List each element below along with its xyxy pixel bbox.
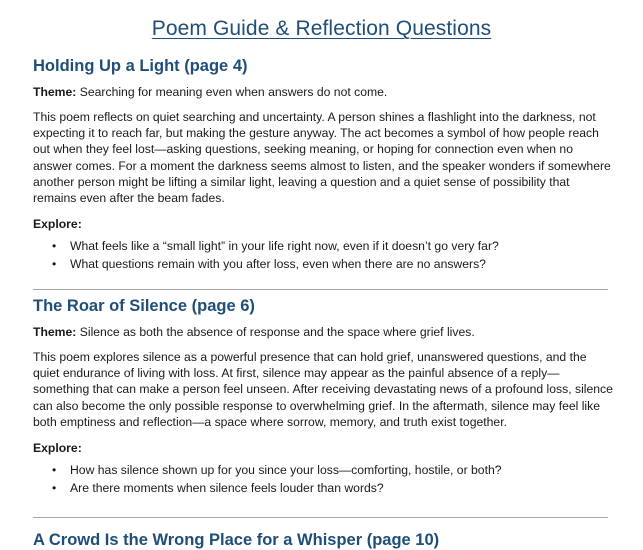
theme-label: Theme: [33,85,77,99]
section-divider [33,289,608,290]
prompt-text: How has silence shown up for you since your loss—comforting, hostile, or both? [70,463,502,478]
section-heading: A Crowd Is the Wrong Place for a Whisper (page 10) [33,531,440,549]
section-heading: Holding Up a Light (page 4) [33,57,248,75]
prompt-text: Are there moments when silence feels louder than words? [70,481,384,496]
bullet-icon: • [52,239,57,254]
poem-section-holding-up-a-light [33,56,613,273]
poem-section-crowd-whisper [33,530,613,550]
prompt-text: What feels like a “small light” in your life right now, even if it doesn’t go very far? [70,239,499,254]
explore-list [33,237,613,273]
theme-line [33,324,613,340]
list-item [33,479,613,497]
section-body-text: This poem explores silence as a powerful presence that can hold grief, unanswered questions, and the quiet endurance of living with loss. At first, silence may appear as the painful absence of a reply—something that can make a person feel unseen. After receiving devastating news of a profound loss, silence can also become the only possible response to overwhelming grief. In the aftermath, silence may feel like both emptiness and reflection—a space where sorrow, memory, and truth exist together. [33,350,613,429]
prompt-text: What questions remain with you after loss, even when there are no answers? [70,257,486,272]
explore-label: Explore: [33,441,82,456]
section-body-text: This poem reflects on quiet searching and uncertainty. A person shines a flashlight into the darkness, not expecting it to reach far, but making the gesture anyway. The act becomes a symbol of how people reach out when they feel lost—asking questions, seeking meaning, or hoping for connection even when no answer comes. For a moment the darkness seems almost to listen, and the speaker wonders if somewhere another person might be lifting a similar light, leaving a question and a quiet sense of possibility that remains even after the beam fades. [33,110,611,206]
section-heading: The Roar of Silence (page 6) [33,297,255,315]
theme-text: Silence as both the absence of response and the space where grief lives. [76,325,475,339]
theme-label: Theme: [33,325,77,339]
document-title: Poem Guide & Reflection Questions [151,17,492,40]
bullet-icon: • [52,481,57,496]
explore-label: Explore: [33,217,82,232]
list-item [33,255,613,273]
explore-list [33,461,613,497]
theme-line [33,84,613,100]
bullet-icon: • [52,463,57,478]
list-item [33,237,613,255]
theme-text: Searching for meaning even when answers do not come. [76,85,388,99]
list-item [33,461,613,479]
bullet-icon: • [52,257,57,272]
poem-section-roar-of-silence [33,296,613,497]
section-divider [33,517,608,518]
